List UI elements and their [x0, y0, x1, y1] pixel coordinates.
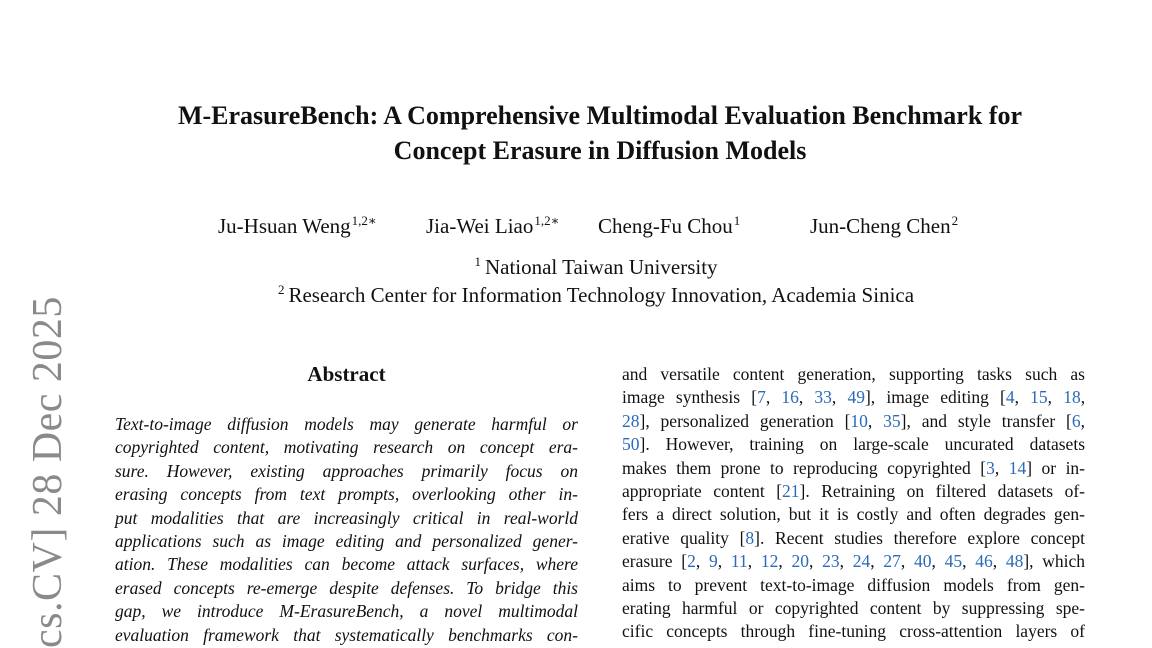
intro-text-run: aims to prevent text-to-image diffusion models from gen- [622, 574, 1085, 595]
intro-text-run: appropriate content [ [622, 481, 783, 502]
citation-link[interactable]: 9 [708, 551, 718, 572]
abstract-line: Text-to-image diffusion models may generate harmful or [115, 414, 578, 434]
citation-link[interactable]: 49 [847, 387, 865, 408]
affiliation-name: Research Center for Information Technology Innovation, Academia Sinica [288, 283, 915, 307]
intro-text-run: , [992, 551, 1006, 572]
author-4 [810, 212, 958, 240]
abstract-line: erased concepts re-emerge despite defenses. To bridge this [115, 577, 578, 598]
citation-link[interactable]: 40 [913, 551, 932, 572]
abstract-line: applications such as image editing and personalized gener- [115, 531, 578, 552]
intro-line [622, 363, 1085, 386]
citation-link[interactable]: 4 [1005, 387, 1015, 408]
intro-line [622, 620, 1085, 643]
citation-link[interactable]: 35 [883, 410, 901, 431]
intro-text-run: , [962, 551, 976, 572]
citation-link[interactable]: 2 [687, 551, 696, 572]
intro-text-run: , [1080, 410, 1085, 431]
intro-text-run: ]. Recent studies therefore explore concept [754, 527, 1085, 548]
intro-line [622, 574, 1085, 597]
intro-text-run: ]. Retraining on filtered datasets of- [799, 481, 1085, 502]
abstract-line: gap, we introduce M-ErasureBench, a novel multimodal [115, 601, 578, 622]
intro-line [622, 457, 1085, 480]
citation-link[interactable]: 46 [975, 551, 993, 572]
affiliation-1 [0, 253, 1152, 281]
intro-line [622, 527, 1085, 550]
introduction-text [622, 363, 1085, 644]
abstract-line: erasing concepts from text prompts, overlooking other in- [115, 484, 578, 505]
intro-line [622, 410, 1085, 433]
intro-text-run: , [900, 551, 914, 572]
intro-text-run: makes them prone to reproducing copyrighted [ [622, 457, 987, 478]
intro-text-run: , [831, 387, 848, 408]
intro-text-run: , [695, 551, 709, 572]
intro-text-run: ]. However, training on large-scale uncurated datasets [639, 434, 1085, 455]
affiliation-marker: 1 [474, 254, 481, 269]
arxiv-identifier-stamp: cs.CV] 28 Dec 2025 [25, 296, 71, 648]
citation-link[interactable]: 16 [781, 387, 799, 408]
author-1 [218, 212, 377, 240]
intro-text-run: fers a direct solution, but it is costly and often degrades gen- [622, 504, 1085, 525]
title-line-2: Concept Erasure in Diffusion Models [393, 136, 807, 165]
citation-link[interactable]: 45 [944, 551, 963, 572]
abstract-text [115, 413, 578, 647]
citation-link[interactable]: 21 [782, 481, 800, 502]
intro-line [622, 386, 1085, 409]
affiliation-2 [0, 281, 1152, 309]
intro-text-run: ] or in- [1026, 457, 1086, 478]
citation-link[interactable]: 11 [730, 551, 748, 572]
intro-text-run: ], which [1023, 551, 1086, 572]
citation-link[interactable]: 33 [814, 387, 832, 408]
abstract-line: ation. These modalities can become attack surfaces, where [115, 554, 578, 575]
citation-link[interactable]: 20 [791, 551, 809, 572]
intro-text-run: , [765, 387, 782, 408]
abstract-line: copyrighted content, motivating research on concept era- [115, 437, 578, 458]
intro-text-run: cific concepts through fine-tuning cross-attention layers of [622, 621, 1085, 642]
citation-link[interactable]: 27 [883, 551, 901, 572]
author-2 [426, 212, 559, 240]
author-affiliation-marker: 1,2∗ [351, 213, 377, 228]
intro-line [622, 503, 1085, 526]
paper-title [100, 98, 1100, 168]
citation-link[interactable]: 10 [850, 410, 868, 431]
author-affiliation-marker: 1 [733, 213, 741, 228]
intro-line [622, 480, 1085, 503]
citation-link[interactable]: 48 [1005, 551, 1024, 572]
abstract-line: sure. However, existing approaches primarily focus on [115, 460, 578, 481]
intro-text-run: , [717, 551, 731, 572]
intro-text-run: , [808, 551, 823, 572]
title-line-1: M-ErasureBench: A Comprehensive Multimodal Evaluation Benchmark for [177, 101, 1023, 130]
intro-text-run: image synthesis [ [622, 387, 758, 408]
author-name: Jun-Cheng Chen [810, 214, 951, 238]
intro-text-run: ], image editing [ [864, 387, 1006, 408]
abstract-line: evaluation framework that systematically benchmarks con- [115, 624, 578, 645]
citation-link[interactable]: 18 [1063, 387, 1081, 408]
intro-text-run: erating harmful or copyrighted content by suppressing spe- [622, 598, 1085, 619]
author-name: Ju-Hsuan Weng [218, 214, 351, 238]
citation-link[interactable]: 12 [760, 551, 779, 572]
intro-text-run: , [931, 551, 945, 572]
intro-line [622, 550, 1085, 573]
intro-line [622, 597, 1085, 620]
intro-text-run: , [747, 551, 761, 572]
author-name: Cheng-Fu Chou [598, 214, 733, 238]
citation-link[interactable]: 7 [757, 387, 766, 408]
citation-link[interactable]: 3 [986, 457, 995, 478]
intro-text-run: erative quality [ [622, 527, 746, 548]
citation-link[interactable]: 14 [1008, 457, 1027, 478]
intro-text-run: , [994, 457, 1009, 478]
intro-text-run: , [870, 551, 884, 572]
affiliation-marker: 2 [277, 282, 285, 297]
citation-link[interactable]: 6 [1071, 410, 1081, 431]
intro-text-run: , [778, 551, 792, 572]
intro-text-run: , [1080, 387, 1086, 408]
abstract-line: put modalities that are increasingly critical in real-world [115, 507, 578, 528]
intro-line [622, 433, 1085, 456]
intro-text-run: , [798, 387, 815, 408]
author-3 [598, 212, 740, 240]
intro-text-run: , [867, 410, 884, 431]
intro-text-run: ], and style transfer [ [900, 410, 1072, 431]
citation-link[interactable]: 50 [622, 434, 640, 455]
citation-link[interactable]: 8 [745, 527, 755, 548]
author-name: Jia-Wei Liao [426, 214, 534, 238]
intro-text-run: ], personalized generation [ [639, 410, 851, 431]
author-list [0, 212, 1152, 240]
citation-link[interactable]: 15 [1030, 387, 1048, 408]
author-affiliation-marker: 2 [951, 213, 959, 228]
intro-text-run: and versatile content generation, supporting tasks such as [622, 364, 1085, 384]
abstract-heading: Abstract [307, 362, 386, 386]
intro-text-run: erasure [ [622, 551, 688, 572]
citation-link[interactable]: 28 [622, 410, 640, 431]
author-affiliation-marker: 1,2∗ [534, 213, 560, 228]
intro-text-run: , [839, 551, 853, 572]
citation-link[interactable]: 23 [822, 551, 840, 572]
intro-text-run: , [1014, 387, 1031, 408]
intro-text-run: , [1047, 387, 1064, 408]
citation-link[interactable]: 24 [852, 551, 871, 572]
affiliation-name: National Taiwan University [484, 255, 718, 279]
